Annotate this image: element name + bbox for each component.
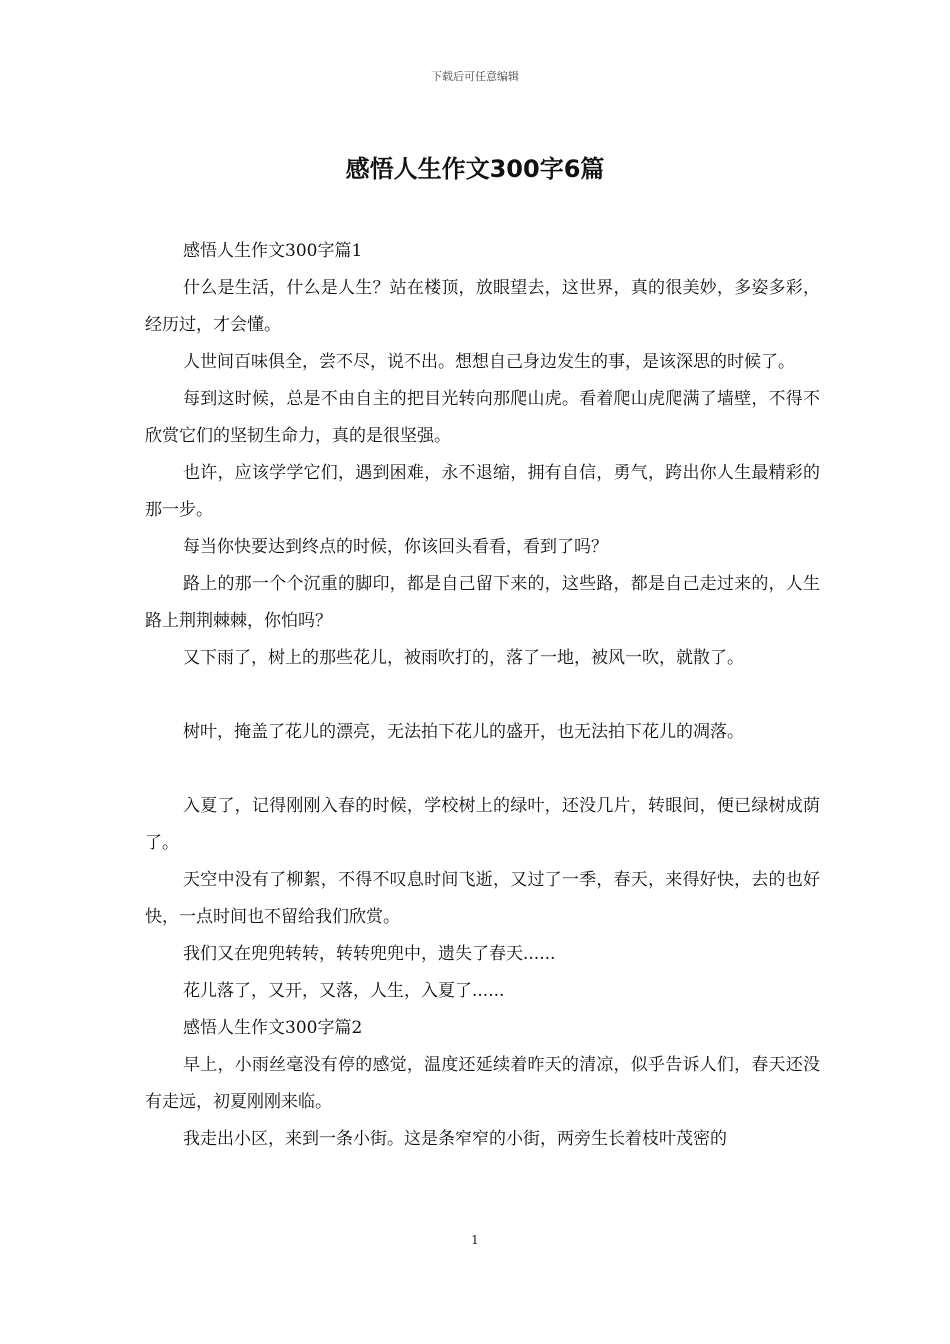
- paragraph: 早上，小雨丝毫没有停的感觉，温度还延续着昨天的清凉，似乎告诉人们，春天还没有走远，初夏刚刚来临。: [145, 1055, 820, 1112]
- section-heading-2: 感悟人生作文300字篇2: [183, 1018, 363, 1038]
- paragraph: 我们又在兜兜转转，转转兜兜中，遗失了春天......: [183, 944, 556, 964]
- header-note: 下载后可任意编辑: [431, 70, 519, 83]
- paragraph: 天空中没有了柳絮，不得不叹息时间飞逝，又过了一季，春天，来得好快，去的也好快，一点时间也不留给我们欣赏。: [145, 870, 820, 927]
- page-number: 1: [471, 1233, 479, 1247]
- paragraph: 又下雨了，树上的那些花儿，被雨吹打的，落了一地，被风一吹，就散了。: [183, 648, 744, 668]
- section-heading-1: 感悟人生作文300字篇1: [183, 241, 363, 261]
- paragraph: 每当你快要达到终点的时候，你该回头看看，看到了吗？: [183, 537, 608, 557]
- paragraph: 树叶，掩盖了花儿的漂亮，无法拍下花儿的盛开，也无法拍下花儿的凋落。: [183, 722, 744, 742]
- paragraph: 花儿落了，又开，又落，人生，入夏了......: [183, 981, 505, 1001]
- document-title: 感悟人生作文300字6篇: [345, 155, 605, 183]
- paragraph: 入夏了，记得刚刚入春的时候，学校树上的绿叶，还没几片，转眼间，便已绿树成荫了。: [145, 796, 820, 853]
- paragraph: 也许，应该学学它们，遇到困难，永不退缩，拥有自信，勇气，跨出你人生最精彩的那一步。: [145, 463, 820, 520]
- paragraph: 路上的那一个个沉重的脚印，都是自己留下来的，这些路，都是自己走过来的，人生路上荆荆棘棘，你怕吗？: [145, 574, 820, 631]
- paragraph: 人世间百味俱全，尝不尽，说不出。想想自己身边发生的事，是该深思的时候了。: [183, 352, 795, 372]
- document-body: [145, 233, 820, 1158]
- paragraph: 什么是生活，什么是人生？站在楼顶，放眼望去，这世界，真的很美妙，多姿多彩，经历过，才会懂。: [145, 278, 820, 335]
- paragraph: 我走出小区，来到一条小街。这是条窄窄的小街，两旁生长着枝叶茂密的: [183, 1129, 727, 1149]
- paragraph: 每到这时候，总是不由自主的把目光转向那爬山虎。看着爬山虎爬满了墙壁，不得不欣赏它们的坚韧生命力，真的是很坚强。: [145, 389, 820, 446]
